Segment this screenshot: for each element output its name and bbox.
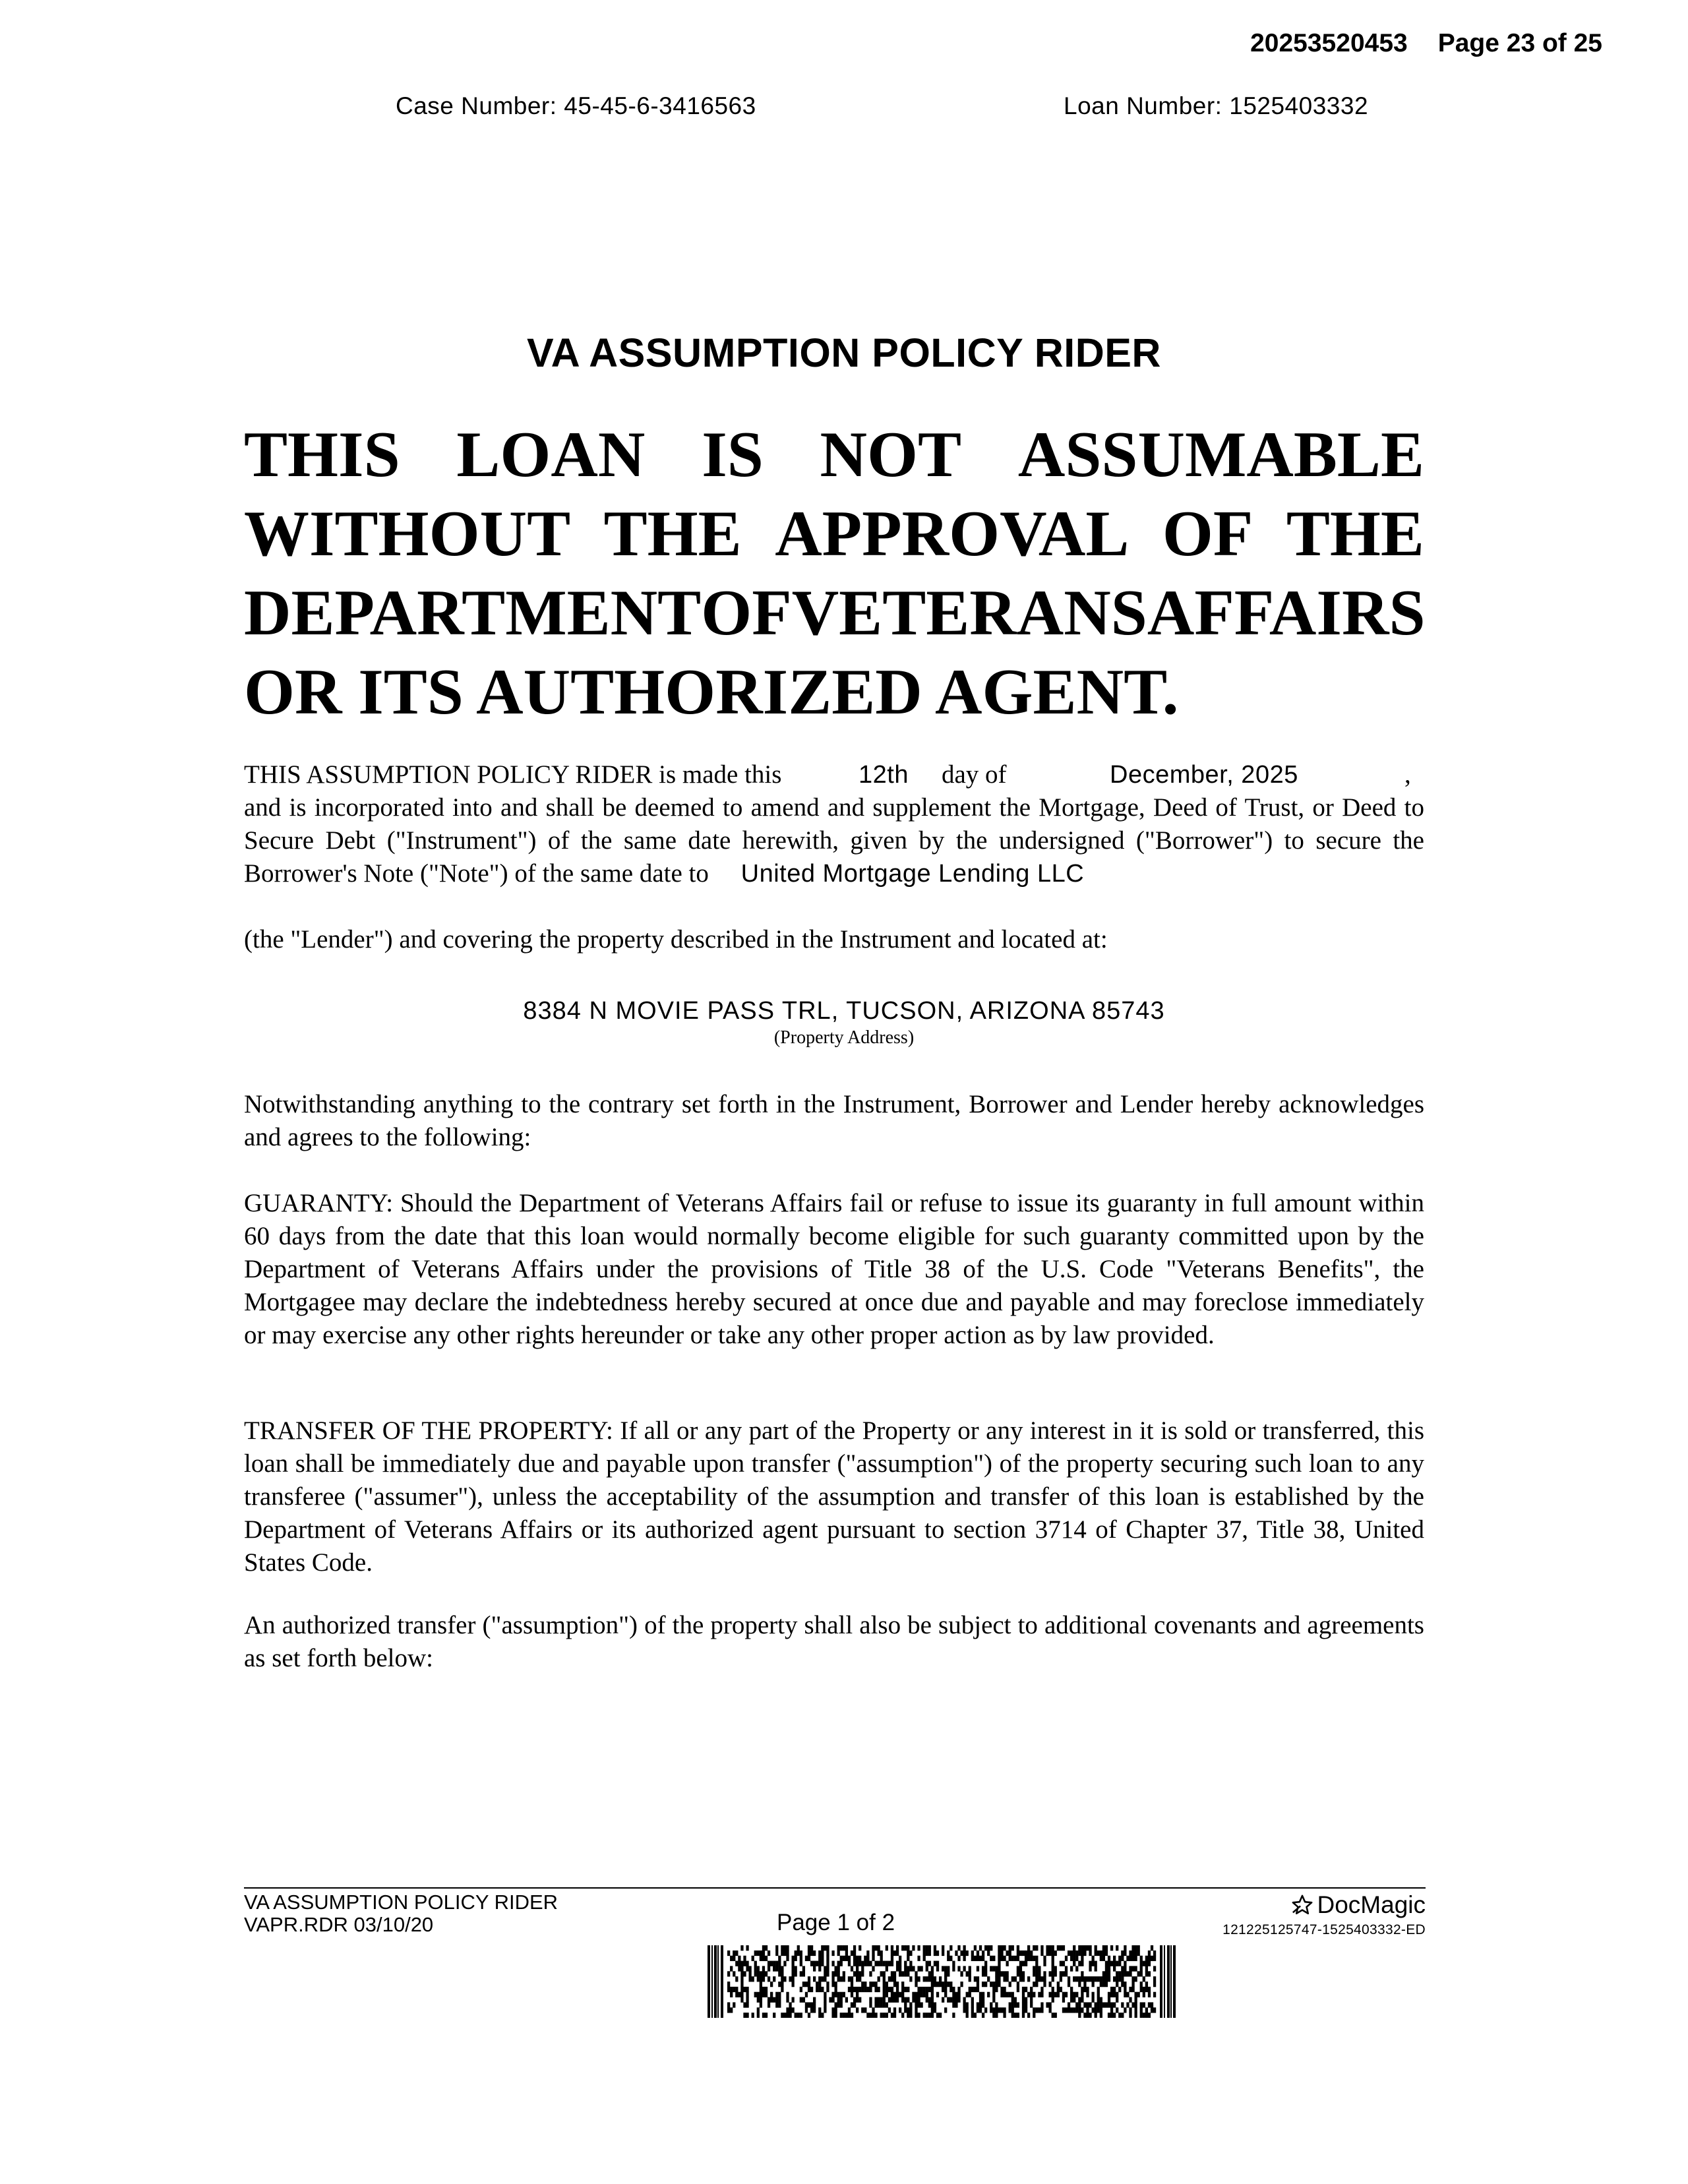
intro-made-this: THIS ASSUMPTION POLICY RIDER is made this [244,760,782,789]
page-label: Page 23 of 25 [1437,29,1602,57]
warning-word: APPROVAL [775,498,1130,570]
case-number: Case Number: 45-45-6-3416563 [396,92,756,119]
warning-line [244,495,1424,574]
property-address-block [0,994,1688,1048]
warning-word: ASSUMABLE [1017,419,1424,491]
lender-value: United Mortgage Lending LLC [740,860,1085,888]
warning-word: THE [603,498,742,570]
warning-word: NOT [820,419,962,491]
month-year-value: December, 2025 [1110,761,1298,789]
warning-word: THIS [244,419,400,491]
loan-number: Loan Number: 1525403332 [1064,92,1369,119]
intro-paragraph [244,758,1424,890]
warning-word: LOAN [456,419,646,491]
transfer-paragraph: TRANSFER OF THE PROPERTY: If all or any part of the Property or any interest in it is sold or transferred, this loan shall be immediately due and payable upon transfer ("assumption") of the property securing such loan to any transferee ("assumer"), unless the acceptability of the assumption and transfer of this loan is established by the Department of Veterans Affairs or its authorized agent pursuant to section 3714 of Chapter 37, Title 38, United States Code. [244,1416,1424,1577]
warning-line [244,574,1424,653]
page-title: VA ASSUMPTION POLICY RIDER [527,330,1161,375]
property-address-label: (Property Address) [773,1027,915,1048]
document-number-line [1250,29,1602,58]
intro-body: and is incorporated into and shall be deemed to amend and supplement the Mortgage, Deed of Trust, or Deed to Secure Debt ("Instrument") of the same date herewith, given by the undersigned ("Borrower") to secure the Borrower's Note ("Note") of the same date to [244,793,1424,888]
authorized-transfer-paragraph: An authorized transfer ("assumption") of the property shall also be subject to additional covenants and agreements as set forth below: [244,1611,1424,1672]
notwithstanding-paragraph: Notwithstanding anything to the contrary set forth in the Instrument, Borrower and Lender hereby acknowledges and agrees to the following: [244,1090,1424,1151]
warning-word: WITHOUT [244,498,571,570]
guaranty-paragraph: GUARANTY: Should the Department of Veterans Affairs fail or refuse to issue its guaranty in full amount within 60 days from the date that this loan would normally become eligible for such guaranty committed upon by the Department of Veterans Affairs under the provisions of Title 38 of the U.S. Code "Veterans Benefits", the Mortgagee may declare the indebtedness hereby secured at once due and payable and may foreclose immediately or may exercise any other rights hereunder or take any other proper action as by law provided. [244,1189,1424,1349]
property-address: 8384 N MOVIE PASS TRL, TUCSON, ARIZONA 85743 [523,997,1165,1025]
warning-word: OF [1162,498,1253,570]
document-number: 20253520453 [1250,29,1408,57]
warning-word: THE [1286,498,1424,570]
warning-word: DEPARTMENT [244,577,702,649]
warning-word: OR ITS AUTHORIZED AGENT. [244,656,1179,728]
intro-day-of: day of [942,760,1007,789]
warning-statement [244,415,1424,732]
footer-form-code: VAPR.RDR 03/10/20 [244,1913,434,1936]
warning-word: IS [702,419,764,491]
intro-date-line [244,758,1424,791]
footer-document-id: 121225125747-1525403332-ED [1222,1922,1426,1937]
intro-comma: , [1404,760,1411,789]
lender-line: (the "Lender") and covering the property described in the Instrument and located at: [244,925,1108,954]
day-value: 12th [859,761,909,789]
warning-word: OF [701,577,792,649]
footer-divider [244,1887,1426,1889]
warning-line [244,415,1424,495]
warning-word: VETERANS [791,577,1147,649]
barcode-image [708,1945,1176,2018]
star-icon [1291,1894,1313,1916]
footer-form-title: VA ASSUMPTION POLICY RIDER [244,1891,558,1914]
docmagic-logo [1291,1891,1426,1919]
warning-word: AFFAIRS [1147,577,1426,649]
docmagic-brand: DocMagic [1317,1891,1426,1918]
footer-page-number: Page 1 of 2 [777,1910,895,1935]
warning-line [244,653,1424,732]
